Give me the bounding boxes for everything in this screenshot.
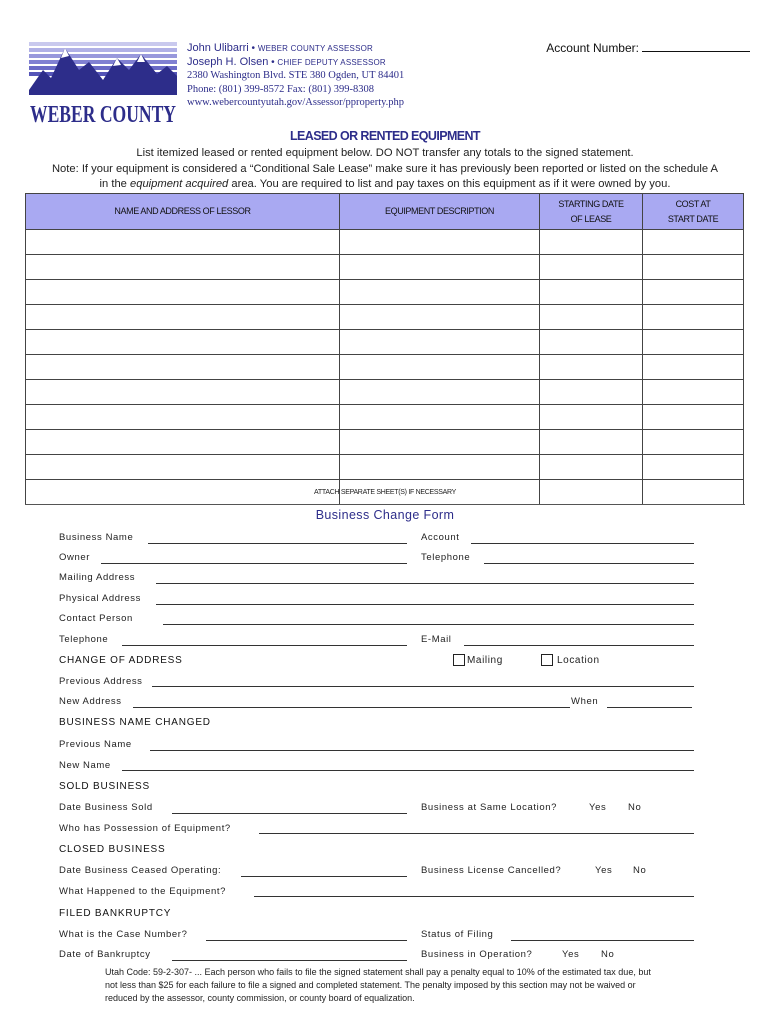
- assessor-contact-block: John Ulibarri • WEBER COUNTY ASSESSOR Joseph H. Olsen • CHIEF DEPUTY ASSESSOR 2380 Washington Blvd. STE 380 Ogden, UT 84401 Phone: (801) 399-8572 Fax: (801) 399-8308 www.webercountyutah.gov/Assessor/pproperty.php: [187, 42, 405, 108]
- when-field[interactable]: [607, 707, 692, 708]
- attach-sheets-note: ATTACH SEPARATE SHEET(S) IF NECESSARY: [314, 489, 456, 496]
- section-divider: [25, 504, 745, 505]
- case-number-field[interactable]: [206, 940, 407, 941]
- account-number-field[interactable]: [546, 41, 750, 55]
- col-header-start-date: STARTING DATE OF LEASE: [540, 194, 643, 230]
- physical-address-field[interactable]: [156, 604, 694, 605]
- date-sold-field[interactable]: [172, 813, 407, 814]
- lessor-cell[interactable]: [26, 355, 340, 380]
- same-location-yes[interactable]: Yes: [589, 802, 607, 813]
- office-address: 2380 Washington Blvd. STE 380 Ogden, UT 84401: [187, 70, 405, 81]
- lessor-cell[interactable]: [26, 330, 340, 355]
- start-date-cell[interactable]: [540, 280, 643, 305]
- description-cell[interactable]: [340, 255, 540, 280]
- name-changed-heading: BUSINESS NAME CHANGED: [59, 717, 211, 728]
- telephone2-label: Telephone: [59, 634, 109, 645]
- instruction-line-1: List itemized leased or rented equipment below. DO NOT transfer any totals to the signed statement.: [136, 147, 634, 159]
- start-date-cell[interactable]: [540, 430, 643, 455]
- previous-address-field[interactable]: [152, 686, 694, 687]
- cost-cell[interactable]: [643, 305, 744, 330]
- same-location-label: Business at Same Location?: [421, 802, 558, 813]
- lessor-cell[interactable]: [26, 455, 340, 480]
- cost-cell[interactable]: [643, 380, 744, 405]
- cost-cell[interactable]: [643, 330, 744, 355]
- previous-address-label: Previous Address: [59, 676, 143, 687]
- instruction-line-2: Note: If your equipment is considered a “Conditional Sale Lease” make sure it has previously been reported or listed on the schedule A: [51, 162, 719, 175]
- start-date-cell[interactable]: [540, 230, 643, 255]
- assessor-name: John Ulibarri: [187, 42, 249, 54]
- filed-bankruptcy-heading: FILED BANKRUPTCY: [59, 908, 172, 919]
- possession-field[interactable]: [259, 833, 694, 834]
- col-header-lessor: NAME AND ADDRESS OF LESSOR: [26, 194, 340, 230]
- cost-cell[interactable]: [643, 355, 744, 380]
- table-row: [26, 455, 744, 480]
- lessor-cell[interactable]: [26, 305, 340, 330]
- cost-cell[interactable]: [643, 430, 744, 455]
- contact-person-label: Contact Person: [59, 613, 133, 624]
- description-cell[interactable]: [340, 455, 540, 480]
- location-option-label: Location: [557, 655, 600, 666]
- date-ceased-field[interactable]: [241, 876, 407, 877]
- in-operation-yes[interactable]: Yes: [562, 949, 580, 960]
- status-filing-field[interactable]: [511, 940, 694, 941]
- business-name-label: Business Name: [59, 532, 134, 543]
- table-row: [26, 230, 744, 255]
- same-location-no[interactable]: No: [628, 802, 642, 813]
- table-row: [26, 380, 744, 405]
- start-date-cell[interactable]: [540, 380, 643, 405]
- date-bankruptcy-label: Date of Bankruptcy: [59, 949, 151, 960]
- what-happened-field[interactable]: [254, 896, 694, 897]
- new-name-label: New Name: [59, 760, 111, 771]
- lessor-cell[interactable]: [26, 430, 340, 455]
- possession-label: Who has Possession of Equipment?: [59, 823, 231, 834]
- in-operation-label: Business in Operation?: [421, 949, 533, 960]
- location-checkbox[interactable]: [541, 654, 553, 666]
- previous-name-label: Previous Name: [59, 739, 132, 750]
- description-cell[interactable]: [340, 430, 540, 455]
- cost-cell[interactable]: [643, 280, 744, 305]
- description-cell[interactable]: [340, 405, 540, 430]
- description-cell[interactable]: [340, 305, 540, 330]
- lessor-cell[interactable]: [26, 380, 340, 405]
- leased-equipment-table: [25, 193, 744, 505]
- logo-wordmark: WEBER COUNTY: [30, 102, 176, 128]
- business-change-form-title: Business Change Form: [315, 508, 455, 522]
- description-cell[interactable]: [340, 380, 540, 405]
- mailing-option-label: Mailing: [467, 655, 503, 666]
- telephone-label: Telephone: [421, 552, 471, 563]
- footnote-line-3: reduced by the assessor, county commission, or county board of equalization.: [105, 992, 415, 1003]
- email-field[interactable]: [464, 645, 694, 646]
- closed-business-heading: CLOSED BUSINESS: [59, 844, 166, 855]
- start-date-cell[interactable]: [540, 405, 643, 430]
- in-operation-no[interactable]: No: [601, 949, 615, 960]
- previous-name-field[interactable]: [150, 750, 694, 751]
- what-happened-label: What Happened to the Equipment?: [59, 886, 227, 897]
- weber-county-logo: [29, 40, 177, 130]
- new-address-field[interactable]: [133, 707, 570, 708]
- description-cell[interactable]: [340, 280, 540, 305]
- email-label: E-Mail: [421, 634, 452, 645]
- table-row: [26, 305, 744, 330]
- owner-field[interactable]: [101, 563, 407, 564]
- table-header-row: [26, 194, 744, 230]
- cost-cell[interactable]: [643, 255, 744, 280]
- table-row: [26, 255, 744, 280]
- mailing-checkbox[interactable]: [453, 654, 465, 666]
- date-sold-label: Date Business Sold: [59, 802, 153, 813]
- account-field[interactable]: [471, 543, 694, 544]
- office-phone-fax: Phone: (801) 399-8572 Fax: (801) 399-8308: [187, 83, 374, 95]
- account-label: Account: [421, 532, 460, 543]
- when-label: When: [571, 696, 599, 707]
- owner-label: Owner: [59, 552, 90, 563]
- table-row: [26, 405, 744, 430]
- section-title: LEASED OR RENTED EQUIPMENT: [290, 129, 480, 143]
- col-header-cost: COST AT START DATE: [643, 194, 744, 230]
- assessor-title: WEBER COUNTY ASSESSOR: [257, 44, 374, 53]
- cost-cell[interactable]: [643, 455, 744, 480]
- case-number-label: What is the Case Number?: [59, 929, 188, 940]
- license-cancelled-no[interactable]: No: [633, 865, 647, 876]
- utah-code-footnote: [105, 966, 665, 1004]
- cost-cell[interactable]: [643, 405, 744, 430]
- description-cell[interactable]: [340, 330, 540, 355]
- table-row: [26, 355, 744, 380]
- license-cancelled-label: Business License Cancelled?: [421, 865, 562, 876]
- telephone-field[interactable]: [484, 563, 694, 564]
- mailing-address-field[interactable]: [156, 583, 694, 584]
- start-date-cell[interactable]: [540, 305, 643, 330]
- footnote-line-1: Utah Code: 59-2-307- ... Each person who fails to file the signed statement shall pay a penalty equal to 10% of the estimated tax due, but: [105, 967, 651, 977]
- lessor-cell[interactable]: [26, 255, 340, 280]
- table-row: [26, 280, 744, 305]
- business-name-field[interactable]: [148, 543, 407, 544]
- date-ceased-label: Date Business Ceased Operating:: [59, 865, 222, 876]
- equipment-acquired-emphasis: equipment acquired: [130, 178, 229, 190]
- start-date-cell[interactable]: [540, 255, 643, 280]
- mailing-address-label: Mailing Address: [59, 572, 136, 583]
- contact-person-field[interactable]: [163, 624, 694, 625]
- col-header-description: EQUIPMENT DESCRIPTION: [340, 194, 540, 230]
- change-of-address-heading: CHANGE OF ADDRESS: [59, 655, 183, 666]
- table-row: [26, 430, 744, 455]
- new-address-label: New Address: [59, 696, 122, 707]
- table-row: [26, 330, 744, 355]
- telephone2-field[interactable]: [122, 645, 407, 646]
- deputy-name: Joseph H. Olsen: [187, 55, 269, 68]
- deputy-title: CHIEF DEPUTY ASSESSOR: [277, 57, 386, 67]
- account-number-label: Account Number:: [546, 41, 639, 55]
- start-date-cell[interactable]: [540, 455, 643, 480]
- license-cancelled-yes[interactable]: Yes: [595, 865, 613, 876]
- sold-business-heading: SOLD BUSINESS: [59, 781, 150, 792]
- cost-cell[interactable]: [643, 230, 744, 255]
- instruction-line-3: in the equipment acquired area. You are required to list and pay taxes on this equipment as if it were owned by you.: [99, 178, 671, 190]
- office-website-link[interactable]: www.webercountyutah.gov/Assessor/pproperty.php: [187, 97, 405, 108]
- lessor-cell[interactable]: [26, 280, 340, 305]
- description-cell[interactable]: [340, 230, 540, 255]
- physical-address-label: Physical Address: [59, 593, 141, 604]
- start-date-cell[interactable]: [540, 355, 643, 380]
- description-cell[interactable]: [340, 355, 540, 380]
- lessor-cell[interactable]: [26, 230, 340, 255]
- footnote-line-2: not less than $25 for each failure to file a signed and completed statement. The penalty imposed by this section may not be waived or: [105, 979, 636, 990]
- new-name-field[interactable]: [122, 770, 694, 771]
- date-bankruptcy-field[interactable]: [172, 960, 407, 961]
- status-filing-label: Status of Filing: [421, 929, 494, 940]
- start-date-cell[interactable]: [540, 330, 643, 355]
- account-number-line[interactable]: [642, 41, 750, 52]
- lessor-cell[interactable]: [26, 405, 340, 430]
